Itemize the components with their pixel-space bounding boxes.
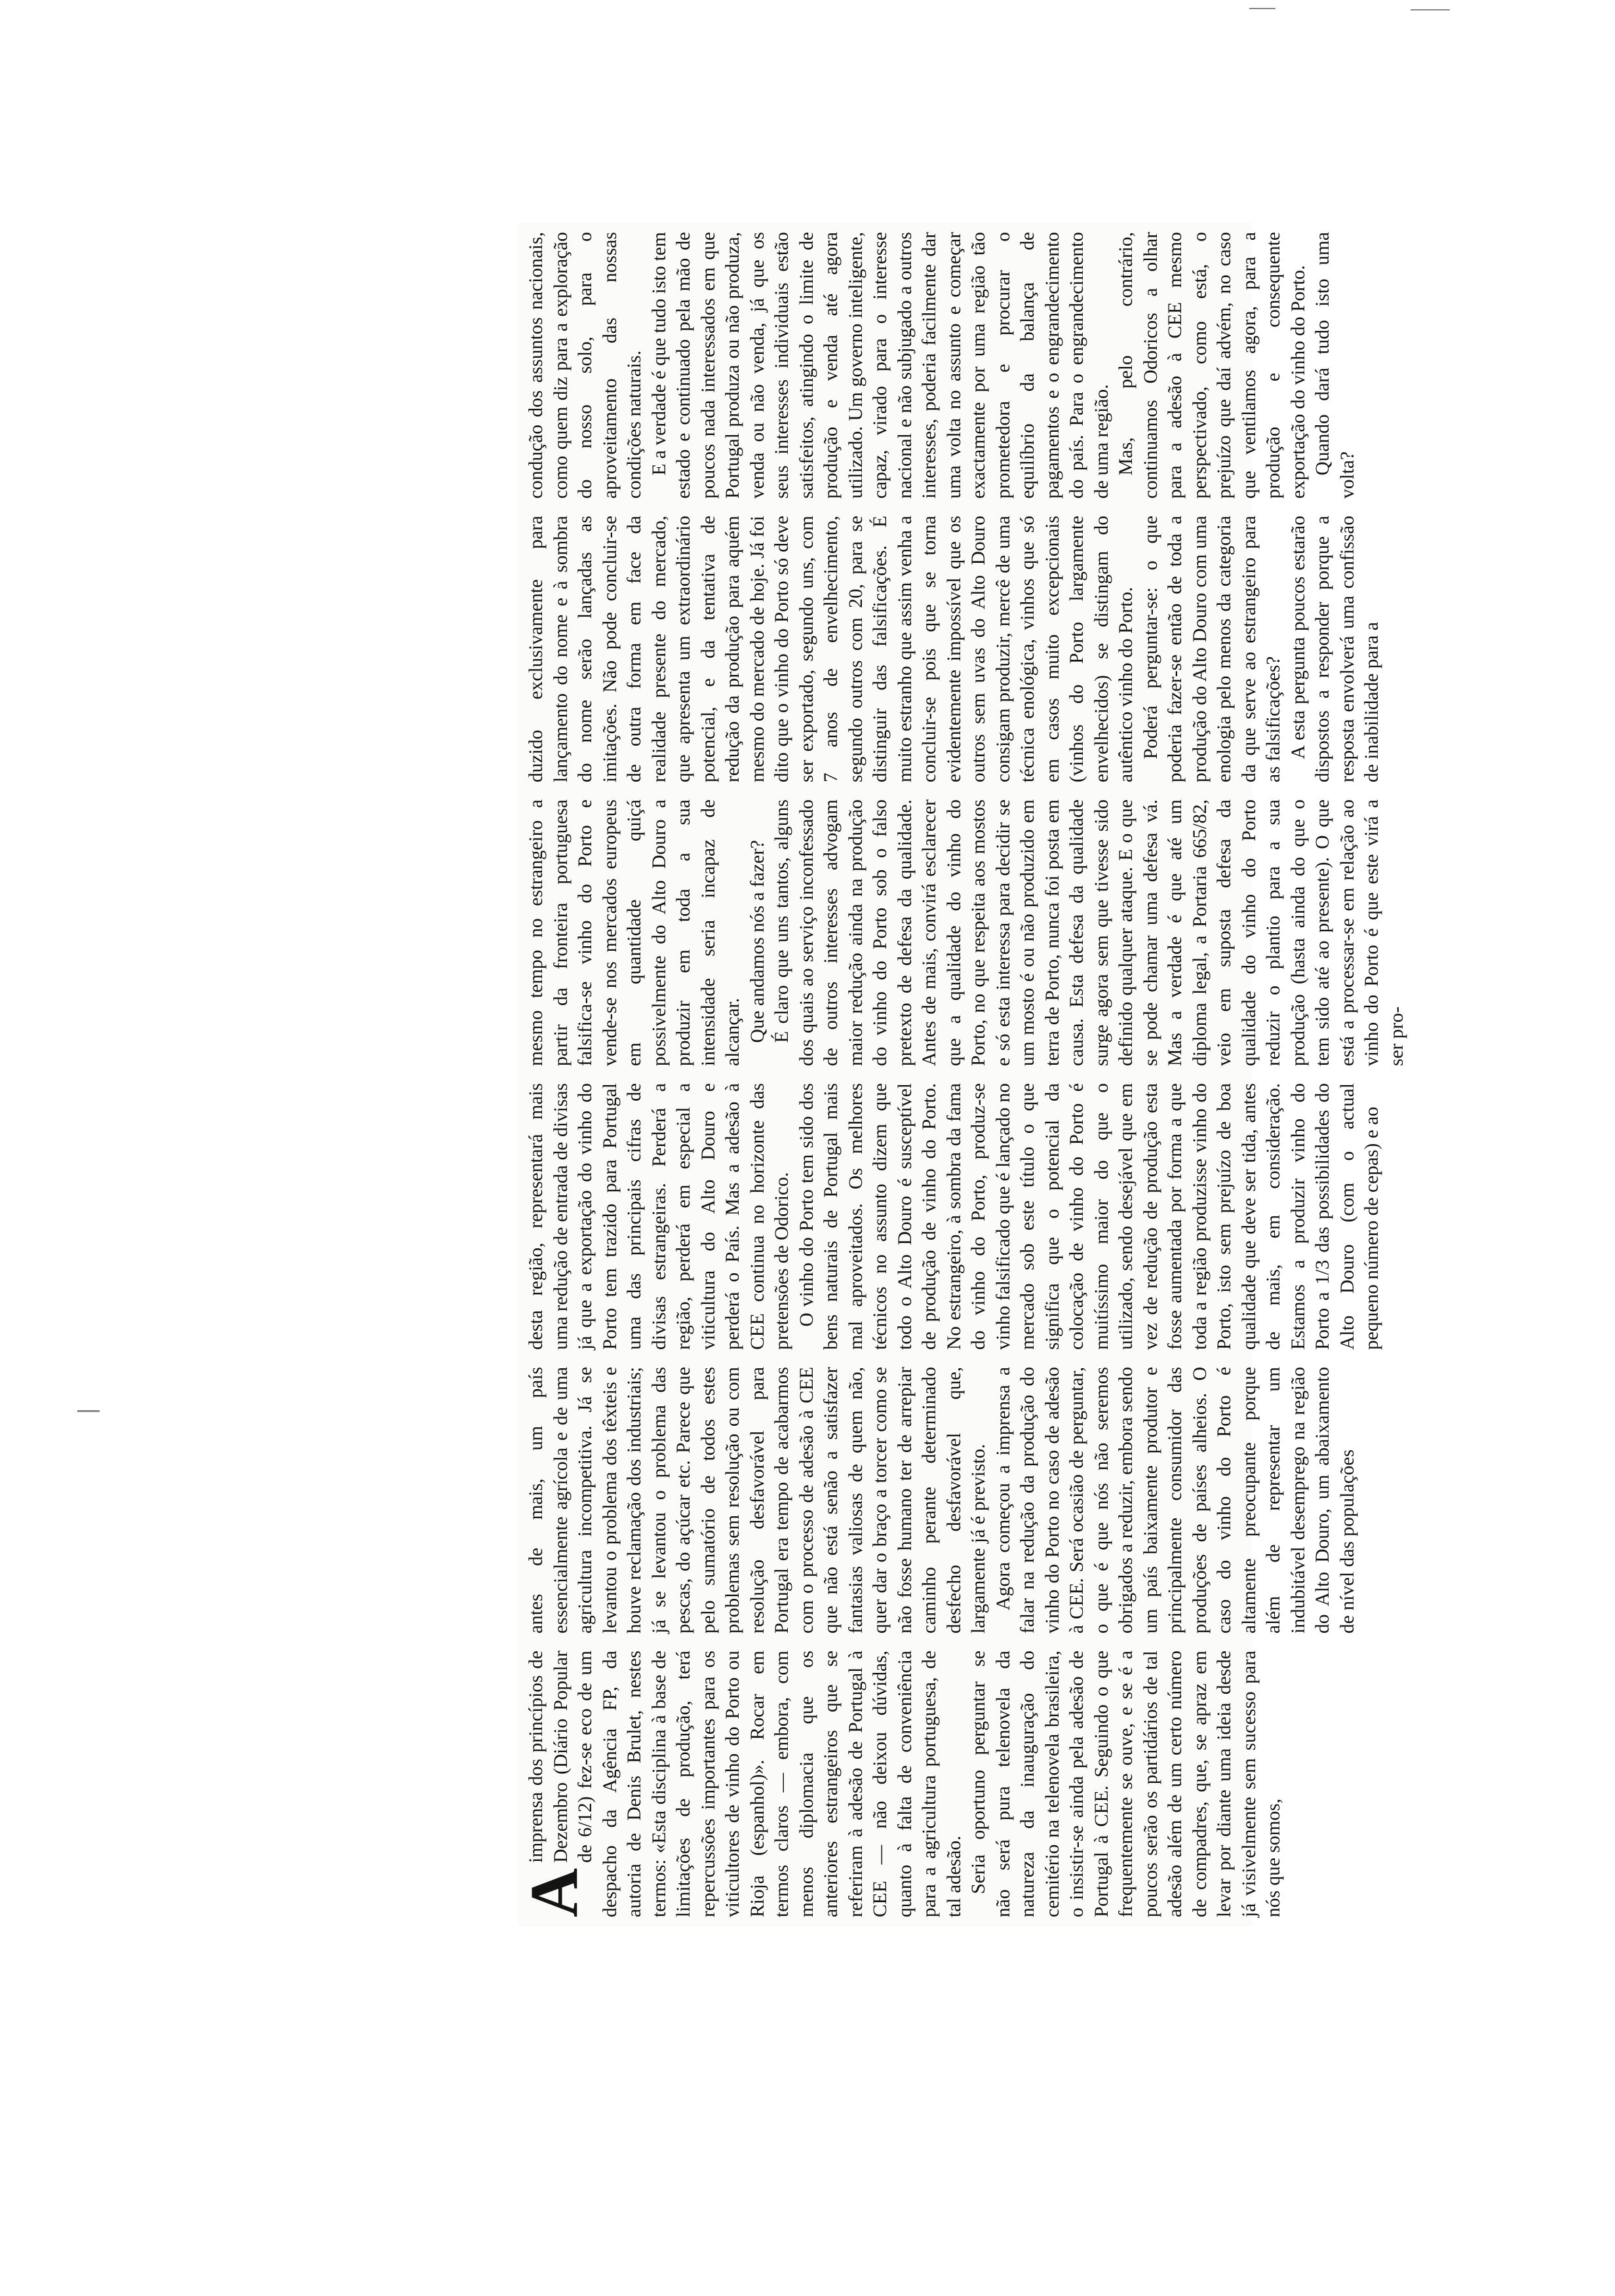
scan-mark: [1249, 8, 1275, 9]
article-column-1: [516, 1651, 1284, 1917]
article-paragraph: antes de mais, um país essencialmente agrícola e de uma agricultura incompetitiva. Já se levantou o problema dos têxteis e houve reclamação dos industriais; já se levantou o problema das pescas, do açúcar etc. Parece que pelo sumatório de todos estes problemas sem resolução ou com resolução desfavorável para Portugal era tempo de acabarmos com o processo de adesão à CEE que não está senão a satisfazer fantasias valiosas de quem não, quer dar o braço a torcer como se não fosse humano ter de arrepiar caminho perante determinado desfecho desfavorável que, largamente já é previsto.: [526, 1367, 989, 1634]
article-paragraph: duzido exclusivamente para lançamento do nome e à sombra do nome serão lançadas as imitações. Não pode concluir-se de outra forma em face da realidade presente do mercado, que apresenta um extraordinário potencial, e da tentativa de redução da produção para aquém mesmo do mercado de hoje. Já foi dito que o vinho do Porto só deve ser exportado, segundo uns, com 7 anos de envelhecimento, segundo outros com 20, para se distinguir das falsificações. É muito estranho que assim venha a concluir-se pois que se torna evidentemente impossível que os outros sem uvas do Alto Douro consigam produzir, mercê de uma técnica enológica, vinhos que só em casos muito excepcionais (vinhos do Porto largamente envelhecidos) se distingam do autêntico vinho do Porto.: [526, 516, 1137, 782]
article-column-2: [524, 1367, 1358, 1634]
article-paragraph: Seria oportuno perguntar se não será pura telenovela da natureza da inauguração do cemitério na telenovela brasileira, o insistir-se ainda pela adesão de Portugal à CEE. Seguindo o que frequentemente se ouve, e se é a poucos serão os partidários de tal adesão além de um certo número de compadres, que, se apraz em levar por diante uma ideia desde já visivelmente sem sucesso para nós que somos,: [968, 1651, 1284, 1917]
newspaper-clipping: [516, 223, 1407, 1926]
article-paragraph: A esta pergunta poucos estarão dispostos a responder porque a resposta envolverá uma confissão de inabilidade para a: [1287, 516, 1382, 782]
article-column-4: [524, 799, 1407, 1066]
paragraph-text: imprensa dos princípios de Dezembro (Diário Popular de 6/12) fez-se eco de um despacho da Agência FP, da autoria de Denis Brulet, nestes termos: «Esta disciplina à base de limitações de produção, terá repercussões importantes para os viticultores de vinho do Porto ou Rioja (espanhol)». Rocar em termos claros — embora, com menos diplomacia que os anteriores estrangeiros que se referiram à adesão de Portugal à CEE — não deixou dúvidas, quanto à falta de conveniência para a agricultura portuguesa, de tal adesão.: [526, 1651, 965, 1917]
article-paragraph: Quando dará tudo isto uma volta?: [1312, 232, 1358, 499]
scan-mark: [77, 1410, 100, 1412]
article-paragraph: Agora começou a imprensa a falar na redução da produção do vinho do Porto no caso de adesão à CEE. Será ocasião de perguntar, o que é que nós não seremos obrigados a reduzir, embora sendo um país baixamente produtor e principalmente consumidor das produções de países alheios. O caso do vinho do Porto é altamente preocupante porque além de representar um indubitável desemprego na região do Alto Douro, um abaixamento de nível das populações: [992, 1367, 1358, 1634]
article-column-5: [524, 516, 1382, 782]
article-paragraph: O vinho do Porto tem sido dos bens naturais de Portugal mais mal aproveitados. Os melhores técnicos no assunto dizem que todo o Alto Douro é susceptível de produção de vinho do Porto. No estrangeiro, à sombra da fama do vinho do Porto, produz-se vinho falsificado que é lançado no mercado sob este título o que significa que o potencial da colocação de vinho do Porto é muitíssimo maior do que o utilizado, sendo desejável que em vez de redução de produção esta fosse aumentada por forma a que toda a região produzisse vinho do Porto, isto sem prejuízo de boa qualidade que deve ser tida, antes de mais, em consideração. Estamos a produzir vinho do Porto a 1/3 das possibilidades do Alto Douro (com o actual pequeno número de cepas) e ao: [796, 1083, 1382, 1350]
article-paragraph: mesmo tempo no estrangeiro a partir da fronteira portuguesa falsifica-se vinho do Porto e vende-se nos mercados europeus em quantidade quiçá possivelmente do Alto Douro a produzir em toda a sua intensidade seria incapaz de alcançar.: [526, 799, 743, 1066]
article-paragraph: condução dos assuntos nacionais, como quem diz para a exploração do nosso solo, para o aproveitamento das nossas condições naturais.: [526, 232, 645, 499]
drop-cap: A: [516, 1867, 592, 1917]
article-paragraph: E a verdade é que tudo isto tem estado e continuado pela mão de poucos nada interessados em que Portugal produza ou não produza, venda ou não venda, já que os seus interesses individuais estão satisfeitos, atingindo o limite de produção e venda até agora utilizado. Um governo inteligente, capaz, virado para o interesse nacional e não subjugado a outros interesses, poderia facilmente dar uma volta no assunto e começar exactamente por uma região tão prometedora e procurar o equilíbrio da balança de pagamentos e o engrandecimento do país. Para o engrandecimento de uma região.: [648, 232, 1112, 499]
article-paragraph: Poderá perguntar-se: o que poderia fazer-se então de toda a produção do Alto Douro com uma enologia pelo menos da categoria da que serve ao estrangeiro para as falsificações?: [1140, 516, 1284, 782]
article-paragraph: Mas, pelo contrário, continuamos Odoricos a olhar para a adesão à CEE mesmo perspectivado, como está, o prejuízo que daí advém, no caso que ventilamos agora, para a produção e consequente exportação do vinho do Porto.: [1116, 232, 1309, 499]
article-paragraph: É claro que uns tantos, alguns dos quais ao serviço inconfessado de outros interesses advogam maior redução ainda na produção do vinho do Porto sob o falso pretexto de defesa da qualidade. Antes de mais, convirá esclarecer que a qualidade do vinho do Porto, no que respeita aos mostos e só esta interessa para decidir se um mosto é ou não produzido em terra de Porto, nunca foi posta em causa. Esta defesa da qualidade surge agora sem que tivesse sido definido qualquer ataque. E o que se pode chamar uma defesa vá. Mas a verdade é que até um diploma legal, a Portaria 665/82, veio em suposta defesa da qualidade do vinho do Porto reduzir o plantio para a sua produção (hasta ainda do que o tem sido até ao presente). O que está a processar-se em relação ao vinho do Porto é que este virá a ser pro-: [771, 799, 1407, 1066]
article-paragraph: [516, 1651, 967, 1917]
scan-mark: [1411, 9, 1450, 10]
article-paragraph: desta região, representará mais uma redução de entrada de divisas já que a exportação do vinho do Porto tem trazido para Portugal uma das principais cifras de divisas estrangeiras. Perderá a região, perderá em especial a viticultura do Alto Douro e perderá o País. Mas a adesão à CEE continua no horizonte das pretensões de Odorico.: [526, 1083, 792, 1350]
article-paragraph: Que andamos nós a fazer?: [747, 840, 768, 1043]
article-column-6: [524, 232, 1358, 499]
article-column-3: [524, 1083, 1382, 1350]
